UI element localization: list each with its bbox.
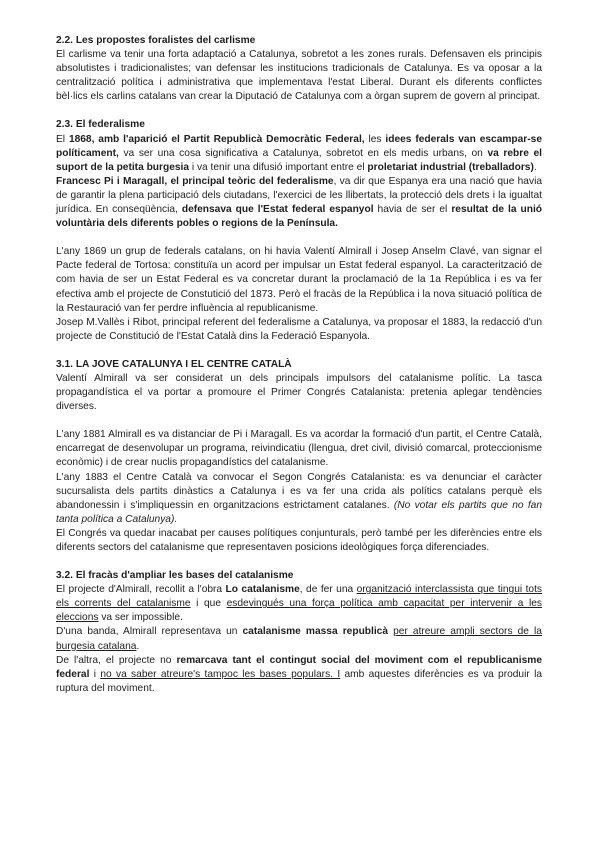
heading-3-2: 3.2. El fracàs d'ampliar les bases del catalanisme	[56, 570, 294, 582]
document-page	[56, 34, 542, 696]
heading-2-3: 2.3. El federalisme	[56, 119, 145, 131]
heading-3-1: 3.1. LA JOVE CATALUNYA I EL CENTRE CATALÀ	[56, 358, 292, 370]
paragraph-centre-catala: L'any 1881 Almirall es va distanciar de Pi i Maragall. Es va acordar la formació d'un partit, el Centre Català, encarregat de desenvolupar un programa, reivindicatiu (llengua, dret civil, divisió comarcal, proteccionisme econòmic) i de crear nuclis propagandístics del catalanisme.	[56, 429, 542, 469]
paragraph-almirall: Valentí Almirall va ser considerat un dels principals impulsors del catalanisme polític. La tasca propagandística el va portar a promoure el Primer Congrés Catalanista: pretenia aplegar tendències diverses.	[56, 372, 542, 413]
paragraph-carlisme: El carlisme va tenir una forta adaptació a Catalunya, sobretot a les zones rurals. Defensaven els principis absolutistes i tradicionalistes; van defensar les institucions tradicionals de Catalunya. Es va oposar a la centralització política i administrativa que implementava l'estat Liberal. Durant els diferents conflictes bèl·lics els carlins catalans van crear la Diputació de Catalunya com a òrgan suprem de govern al principat.	[56, 49, 542, 103]
paragraph-ruptura: De l'altra, el projecte no remarcava tant el contingut social del moviment com el republicanisme federal i no va saber atreure's tampoc les bases populars. I amb aquestes diferències es va produir la ruptura del moviment.	[56, 654, 542, 694]
paragraph-lo-catalanisme: El projecte d'Almirall, recollit a l'obra Lo catalanisme, de fer una organització interclassista que tingui tots els corrents del catalanisme i que esdevingués una força política amb capacitat per intervenir a les eleccions va ser impossible.	[56, 584, 542, 624]
paragraph-pacte-tortosa: L'any 1869 un grup de federals catalans, on hi havia Valentí Almirall i Josep Anselm Clavé, van signar el Pacte federal de Tortosa: constituïa un acord per impulsar un Estat federal espanyol. La caracterització de com havia de ser un Estat Federal es va concretar durant la proclamació de la 1a República i es va fer efectiva amb el projecte de Constutició del 1873. Però el fracàs de la República i la nova situació política de la Restauració van fer perdre influència al republicanisme.	[56, 246, 542, 314]
paragraph-pi-i-maragall: Francesc Pi i Maragall, el principal teòric del federalisme, va dir que Espanya era una nació que havia de garantir la plena participació dels ciutadans, l'exercici de les llibertats, la protecció dels drets i la igualtat jurídica. En conseqüència, defensava que l'Estat federal espanyol havia de ser el resultat de la unió voluntària dels diferents pobles o regions de la Península.	[56, 175, 542, 230]
paragraph-massa-republica: D'una banda, Almirall representava un catalanisme massa republicà per atreure ampli sectors de la burgesia catalana.	[56, 626, 542, 652]
paragraph-valles-i-ribot: Josep M.Vallès i Ribot, principal referent del federalisme a Catalunya, va proposar el 1883, la redacció d'un projecte de Constitució de l'Estat Català dins la Federació Espanyola.	[56, 316, 542, 342]
paragraph-congres-inacabat: El Congrés va quedar inacabat per causes polítiques conjunturals, però també per les diferències entre els diferents sectors del catalanisme que representaven posicions ideològiques força diferenciades.	[56, 527, 542, 553]
paragraph-federalisme-1868: El 1868, amb l'aparició el Partit Republicà Democràtic Federal, les idees federals van escampar-se políticament, va ser una cosa significativa a Catalunya, sobretot en els medis urbans, on va rebre el suport de la petita burgesia i va tenir una difusió important entre el proletariat industrial (treballadors).	[56, 133, 542, 173]
paragraph-segon-congres: L'any 1883 el Centre Català va convocar el Segon Congrés Catalanista: es va denunciar el caràcter sucursalista dels partits dinàstics a Catalunya i es va fer una crida als polítics catalans perquè els abandonessin i s'impliquessin en organitzacions estrictament catalanes. (No votar els partits que no fan tanta política a Catalunya).	[56, 471, 543, 525]
heading-2-2: 2.2. Les propostes foralistes del carlisme	[56, 35, 256, 46]
